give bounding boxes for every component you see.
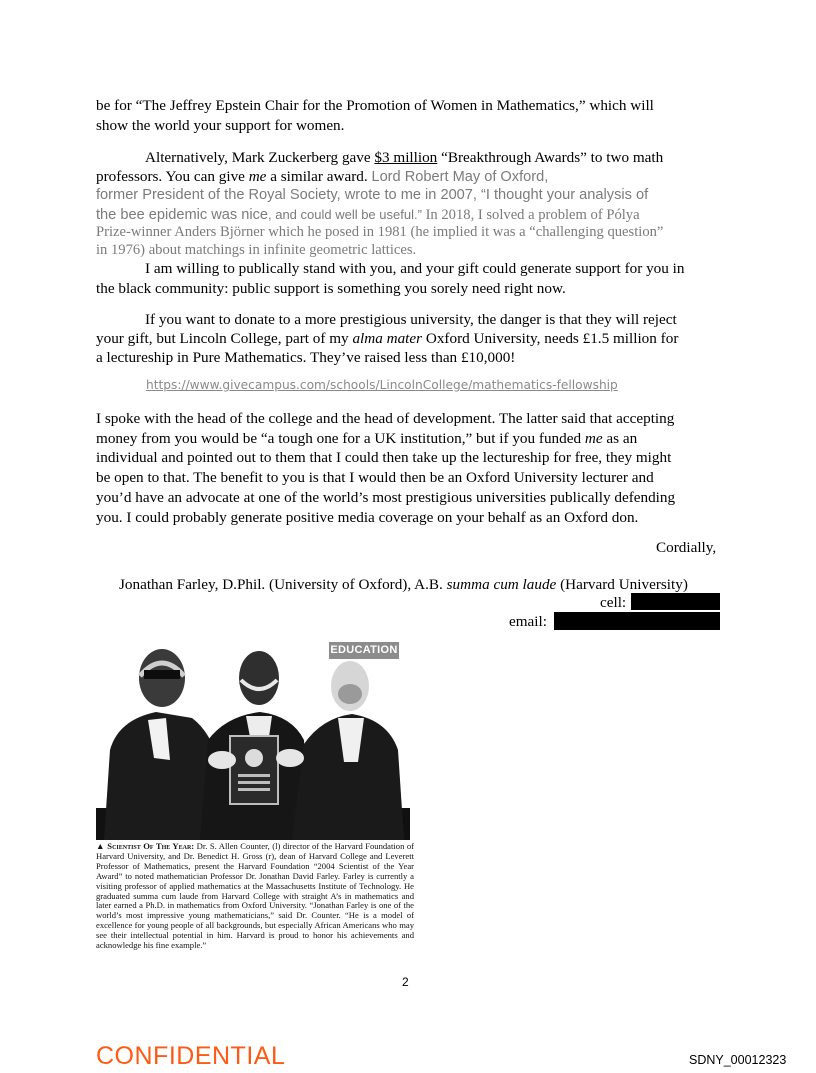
text-run: money from you would be “a tough one for a UK institution,” but if you funded <box>96 430 585 447</box>
email-label: email: <box>509 613 547 630</box>
givecampus-link[interactable]: https://www.givecampus.com/schools/LincolnCollege/mathematics-fellowship <box>146 378 618 392</box>
redaction-bar-cell <box>631 593 720 610</box>
text-run: as an <box>602 430 638 447</box>
body-text-line: I spoke with the head of the college and the head of development. The latter said that accepting <box>96 410 675 427</box>
body-text-line: individual and pointed out to them that I could then take up the lectureship for free, they might <box>96 449 672 466</box>
text-run: Oxford University, needs £1.5 million for <box>422 330 679 347</box>
body-text-line <box>145 148 663 168</box>
body-text-line: be open to that. The benefit to you is that I would then be an Oxford University lecturer and <box>96 469 654 486</box>
text-run: a similar award. <box>266 168 372 185</box>
body-text-line: If you want to donate to a more prestigious university, the danger is that they will reject <box>145 311 677 328</box>
text-run: (Harvard University) <box>556 576 688 593</box>
body-text-line: you’d have an advocate at one of the world’s most prestigious universities publically defending <box>96 489 676 506</box>
gray-serif-text: In 2018, I solved a problem of Pólya <box>421 207 640 223</box>
award-photo-graphic <box>96 640 410 840</box>
caption-lead: ▲ Scientist Of The Year: <box>96 841 195 851</box>
emphasis-me: me <box>248 168 267 185</box>
text-run: your gift, but Lincoln College, part of my <box>96 330 353 347</box>
emphasis-alma-mater: alma mater <box>352 330 423 347</box>
body-text-line <box>96 329 678 349</box>
education-badge: EDUCATION <box>329 642 399 659</box>
body-text-line: the black community: public support is something you sorely need right now. <box>96 280 566 297</box>
quote-gray-text: the bee epidemic was nice <box>96 207 268 223</box>
text-run: Jonathan Farley, D.Phil. (University of Oxford), A.B. <box>119 576 447 593</box>
emphasis-me: me <box>584 430 603 447</box>
body-text-line: I am willing to publically stand with you, and your gift could generate support for you in <box>145 260 685 277</box>
cell-label: cell: <box>600 594 627 611</box>
body-text-line <box>96 429 637 449</box>
redaction-bar-email <box>554 612 720 630</box>
caption-body: Dr. S. Allen Counter, (l) director of the Harvard Foundation of Harvard University, and Dr. Benedict H. Gross (r), dean of Harvard College and Leverett Professor of Mathematics, present the Harvard Foundation “2004 Scientist of the Year Award” to noted mathematician Professor Dr. Jonathan David Farley. Farley is currently a visiting professor of applied mathematics at the Massachusetts Institute of Technology. He graduated summa cum laude from Harvard College with straight A’s in mathematics and later earned a Ph.D. in mathematics from Oxford University. “Jonathan Farley is one of the world’s most impressive young mathematicians,” said Dr. Counter. “He is a model of excellence for young people of all backgrounds, but especially African Americans who may see their intellectual potential in him. Harvard is proud to honor his achievements and acknowledge his fine example.” <box>96 841 414 951</box>
three-million-link[interactable]: $3 million <box>374 149 438 166</box>
text-run: “Breakthrough Awards” to two math <box>437 149 664 166</box>
gray-serif-line: Prize-winner Anders Björner which he posed in 1981 (he implied it was a “challenging question” <box>96 224 664 240</box>
body-text-line: show the world your support for women. <box>96 117 345 134</box>
body-text-line <box>96 167 548 188</box>
quote-gray-text: Lord Robert May of Oxford, <box>371 169 549 185</box>
body-text-line: a lectureship in Pure Mathematics. They’ve raised less than £10,000! <box>96 349 516 366</box>
closing: Cordially, <box>656 539 717 556</box>
award-photo <box>96 640 410 840</box>
quote-gray-line: former President of the Royal Society, wrote to me in 2007, “I thought your analysis of <box>96 187 649 203</box>
signature-line <box>119 575 688 595</box>
text-run: Alternatively, Mark Zuckerberg gave <box>145 149 375 166</box>
emphasis-summa: summa cum laude <box>446 576 557 593</box>
body-text-line: you. I could probably generate positive media coverage on your behalf as an Oxford don. <box>96 509 639 526</box>
photo-caption <box>96 842 414 951</box>
gray-serif-line: in 1976) about matchings in infinite geometric lattices. <box>96 242 417 258</box>
text-run: professors. You can give <box>96 168 249 185</box>
body-text-line: be for “The Jeffrey Epstein Chair for the Promotion of Women in Mathematics,” which will <box>96 97 654 114</box>
page-number: 2 <box>402 975 409 989</box>
quote-gray-text: , and could well be useful.” <box>267 207 422 222</box>
bates-number: SDNY_00012323 <box>689 1053 787 1067</box>
confidential-stamp: CONFIDENTIAL <box>96 1042 286 1070</box>
